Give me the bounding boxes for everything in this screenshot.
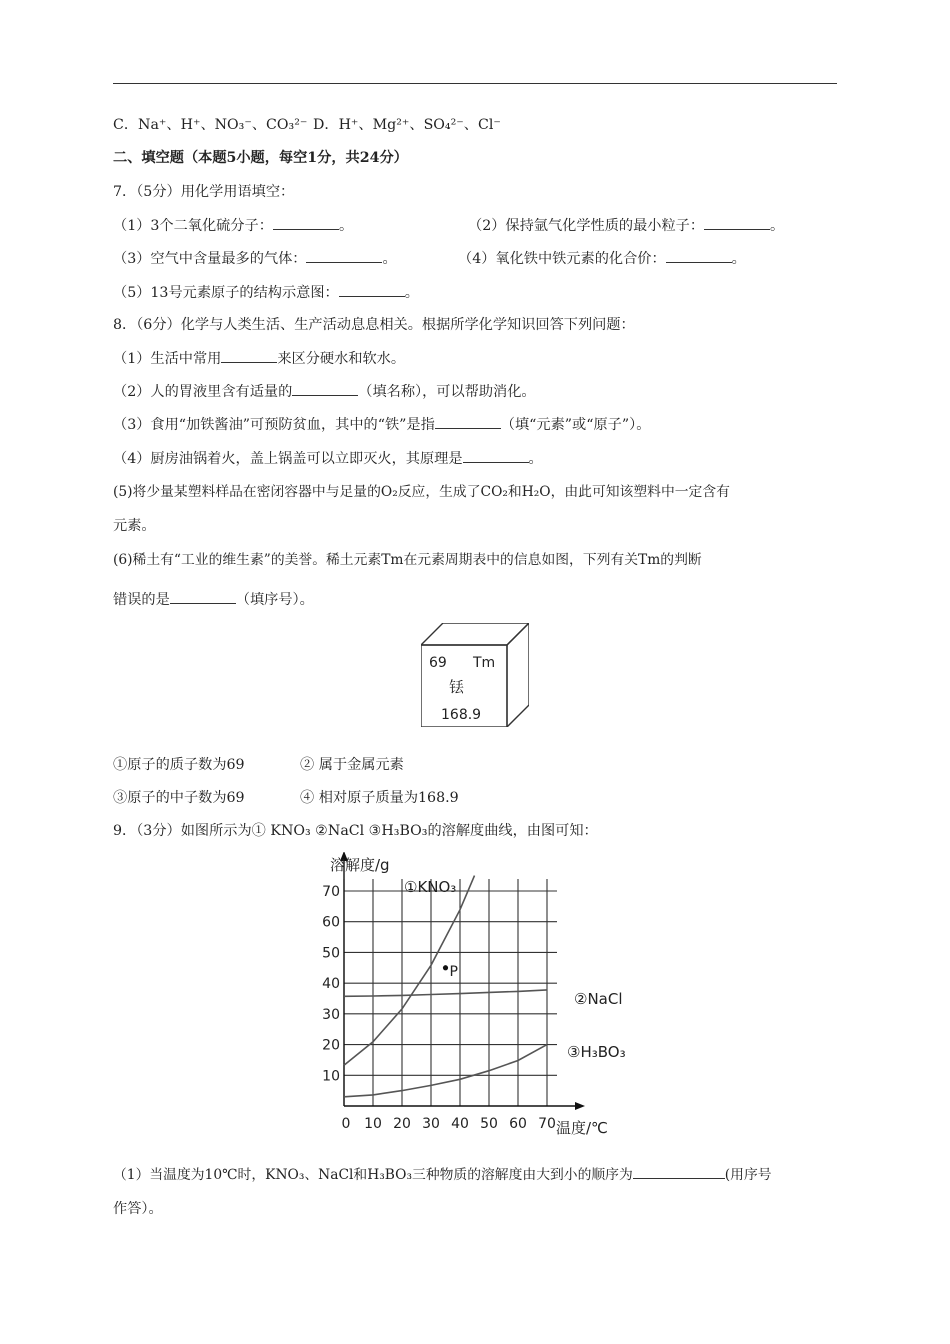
atomic-mass: 168.9: [441, 707, 482, 723]
q7-part1: （1）3个二氧化硫分子： 。: [113, 215, 353, 236]
y-tick-label: 40: [322, 976, 340, 993]
y-tick-label: 60: [322, 914, 340, 931]
option-2: ② 属于金属元素: [300, 757, 404, 773]
atomic-number: 69: [429, 655, 447, 671]
q8-part5-cont: 元素。: [113, 518, 156, 534]
series-label-1: ①KNO₃: [404, 878, 457, 896]
series-label-2: ②NaCl: [574, 990, 623, 1008]
section-heading: 二、填空题（本题5小题，每空1分，共24分）: [113, 150, 408, 166]
element-name: 铥: [449, 678, 465, 696]
x-tick-label: 30: [422, 1116, 440, 1132]
q8-part1: （1）生活中常用 来区分硬水和软水。: [113, 348, 405, 369]
x-axis-arrow: [575, 1102, 585, 1110]
q8-part6: (6)稀土有“工业的维生素”的美誉。稀土元素Tm在元素周期表中的信息如图，下列有关Tm的判断: [113, 552, 702, 568]
q8-part4: （4）厨房油锅着火，盖上锅盖可以立即灭火，其原理是 。: [113, 448, 543, 469]
x-axis-label: 温度/℃: [556, 1119, 608, 1137]
answer-blank[interactable]: [633, 1164, 725, 1179]
element-tile-tm: [421, 623, 529, 727]
point-p-label: P: [449, 963, 458, 980]
answer-blank[interactable]: [463, 448, 529, 463]
x-tick-label: 60: [509, 1116, 527, 1132]
answer-blank[interactable]: [221, 348, 277, 363]
x-tick-label: 50: [480, 1116, 498, 1132]
x-tick-label: 40: [451, 1116, 469, 1132]
q8-part3: （3）食用“加铁酱油”可预防贫血，其中的“铁”是指 （填“元素”或“原子”）。: [113, 414, 650, 435]
q7-part2: （2）保持氩气化学性质的最小粒子： 。: [468, 215, 784, 236]
q9-part1-cont: 作答）。: [113, 1201, 163, 1217]
series-line-3: [344, 1045, 547, 1097]
header-rule: [113, 83, 837, 84]
q9-part1: （1）当温度为10℃时，KNO₃、NaCl和H₃BO₃三种物质的溶解度由大到小的顺序为 (用序号: [113, 1164, 772, 1185]
answer-blank[interactable]: [292, 381, 358, 396]
q8-stem: 8．（6分）化学与人类生活、生产活动息息相关。根据所学化学知识回答下列问题：: [113, 317, 635, 333]
answer-blank[interactable]: [306, 248, 382, 263]
answer-blank[interactable]: [170, 589, 236, 604]
series-label-3: ③H₃BO₃: [567, 1043, 626, 1061]
option-4: ④ 相对原子质量为168.9: [300, 790, 459, 806]
answer-blank[interactable]: [704, 215, 770, 230]
x-tick-label: 10: [364, 1116, 382, 1132]
option-1: ①原子的质子数为69: [113, 757, 245, 773]
y-axis-label: 溶解度/g: [330, 856, 390, 874]
q7-stem: 7．（5分）用化学用语填空：: [113, 184, 295, 200]
x-tick-label: 0: [341, 1116, 351, 1132]
q8-part6-cont: 错误的是 （填序号）。: [113, 589, 314, 610]
q8-part2: （2）人的胃液里含有适量的 （填名称），可以帮助消化。: [113, 381, 536, 402]
q7-part3: （3）空气中含量最多的气体： 。: [113, 248, 397, 269]
q8-part5: (5)将少量某塑料样品在密闭容器中与足量的O₂反应，生成了CO₂和H₂O，由此可知该塑料中一定含有: [113, 484, 730, 500]
q9-stem: 9．（3分）如图所示为① KNO₃ ②NaCl ③H₃BO₃的溶解度曲线，由图可知：: [113, 823, 598, 839]
option-d: D．H⁺、Mg²⁺、SO₄²⁻、Cl⁻: [313, 117, 501, 133]
option-3: ③原子的中子数为69: [113, 790, 245, 806]
y-tick-label: 20: [322, 1037, 340, 1054]
x-tick-label: 20: [393, 1116, 411, 1132]
q7-part5: （5）13号元素原子的结构示意图： 。: [113, 282, 419, 303]
y-tick-label: 10: [322, 1068, 340, 1085]
y-tick-label: 30: [322, 1006, 340, 1023]
series-line-2: [344, 990, 547, 996]
answer-blank[interactable]: [339, 282, 405, 297]
y-tick-label: 50: [322, 945, 340, 962]
answer-blank[interactable]: [666, 248, 732, 263]
answer-blank[interactable]: [435, 414, 501, 429]
answer-blank[interactable]: [273, 215, 339, 230]
element-symbol: Tm: [473, 655, 496, 671]
y-tick-label: 70: [322, 884, 340, 900]
solubility-chart: [312, 852, 642, 1137]
q7-part4: （4）氧化铁中铁元素的化合价： 。: [458, 248, 746, 269]
option-c: C．Na⁺、H⁺、NO₃⁻、CO₃²⁻: [113, 117, 308, 133]
x-tick-label: 70: [538, 1116, 556, 1132]
point-p: [443, 965, 448, 970]
